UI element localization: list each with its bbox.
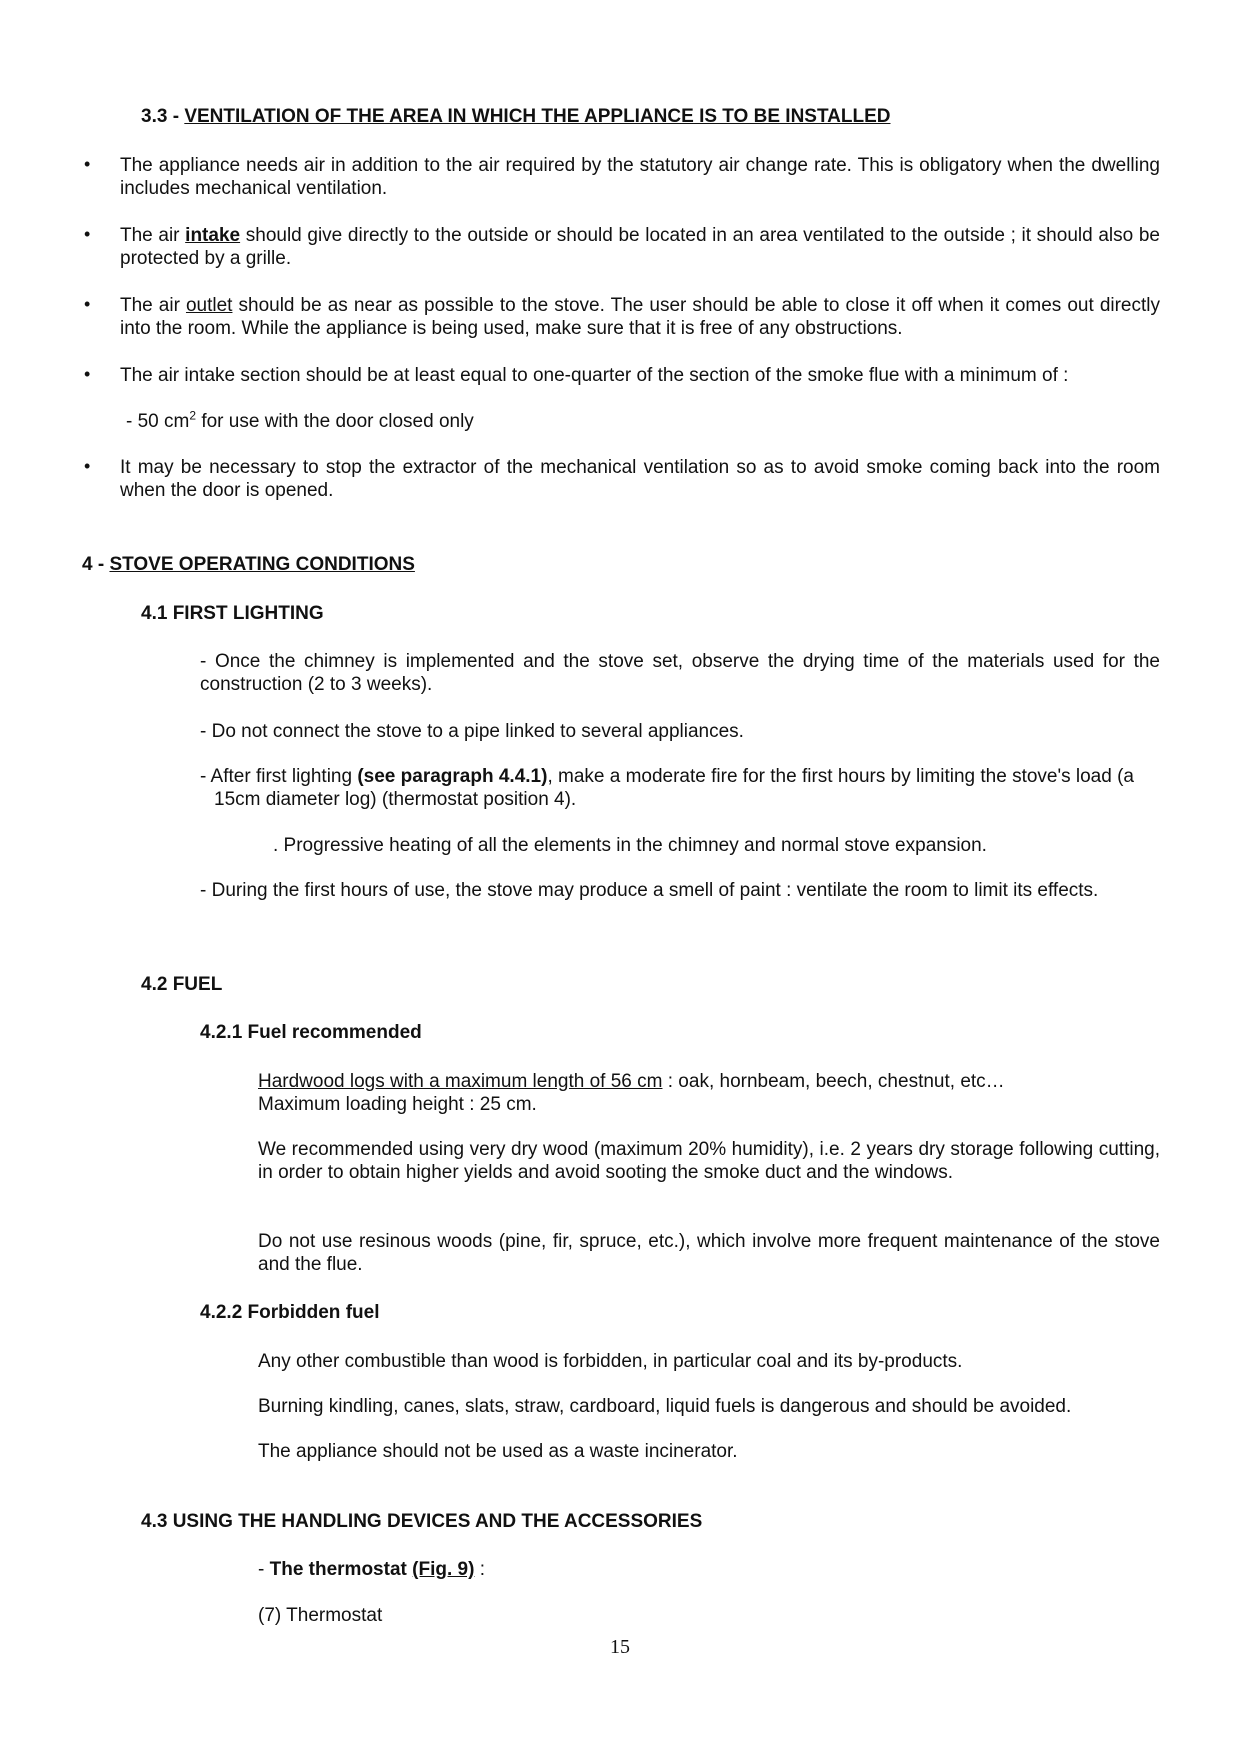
section-4-2-1-heading: 4.2.1 Fuel recommended [200,1022,422,1043]
thermostat-colon: : [474,1559,485,1580]
bullet-text-4: The air intake section should be at least equal to one-quarter of the section of the smoke flue with a minimum of : [120,365,1069,386]
forbidden-fuel-p1: Any other combustible than wood is forbidden, in particular coal and its by-products. [258,1351,963,1372]
thermostat-label: The thermostat [269,1559,413,1580]
page-number: 15 [610,1636,630,1658]
first-lighting-p3 [200,765,1174,811]
bullet-2-post: should give directly to the outside or should be located in an area ventilated to the outside ; it should also be protected by a grille. [120,225,1160,269]
fuel-recommended-p2: We recommended using very dry wood (maximum 20% humidity), i.e. 2 years dry storage following cutting, in order to obtain higher yields and avoid sooting the smoke duct and the windows. [258,1139,1160,1183]
fuel-recommended-p1-line2: Maximum loading height : 25 cm. [258,1094,537,1115]
forbidden-fuel-p2: Burning kindling, canes, slats, straw, cardboard, liquid fuels is dangerous and should be avoided. [258,1396,1072,1417]
intake-keyword: intake [185,225,241,246]
section-4-2-heading: 4.2 FUEL [141,974,223,995]
section-4-prefix: 4 - [82,554,110,575]
section-4-1-heading: 4.1 FIRST LIGHTING [141,603,324,624]
p3-post: , make a moderate fire for the first hours by limiting the stove's load (a 15cm diameter log) (thermostat position 4). [214,766,1134,810]
section-4-2-2-heading: 4.2.2 Forbidden fuel [200,1302,380,1323]
bullet-3-post: should be as near as possible to the stove. The user should be able to close it off when it comes out directly into the room. While the appliance is being used, make sure that it is free of any obstructions. [120,295,1160,339]
fuel-recommended-p3: Do not use resinous woods (pine, fir, spruce, etc.), which involve more frequent maintenance of the stove and the flue. [258,1231,1160,1275]
bullet-text-2 [120,224,1160,270]
fuel-recommended-p1 [258,1070,1158,1093]
paragraph-reference: (see paragraph 4.4.1) [357,766,548,787]
bullet-marker: • [84,456,91,476]
section-4-3-heading: 4.3 USING THE HANDLING DEVICES AND THE ACCESSORIES [141,1511,703,1532]
bullet-marker: • [84,294,91,314]
section-3-3-prefix: 3.3 - [141,106,185,127]
area-value: - 50 cm [126,411,190,432]
bullet-marker: • [84,154,91,174]
outlet-keyword: outlet [185,295,233,316]
bullet-marker: • [84,364,91,384]
section-4-title: STOVE OPERATING CONDITIONS [109,554,415,575]
first-lighting-p4: . Progressive heating of all the elements in the chimney and normal stove expansion. [273,835,987,856]
bullet-2-pre: The air [120,225,186,246]
section-3-3-title: VENTILATION OF THE AREA IN WHICH THE APPLIANCE IS TO BE INSTALLED [184,106,891,127]
bullet-text-5: It may be necessary to stop the extractor of the mechanical ventilation so as to avoid smoke coming back into the room when the door is opened. [120,457,1160,501]
area-condition: for use with the door closed only [196,411,474,432]
thermostat-number-item: (7) Thermostat [258,1605,383,1626]
bullet-3-pre: The air [120,295,186,316]
first-lighting-p5: - During the first hours of use, the stove may produce a smell of paint : ventilate the room to limit its effects. [200,880,1099,901]
first-lighting-p2: - Do not connect the stove to a pipe linked to several appliances. [200,721,744,742]
bullet-4-subitem [126,410,926,433]
area-unit-exponent: 2 [189,408,197,423]
figure-reference: (Fig. 9) [412,1559,475,1580]
thermostat-dash: - [258,1559,270,1580]
thermostat-item [258,1558,958,1581]
p3-pre: - After first lighting [200,766,358,787]
bullet-marker: • [84,224,91,244]
section-4-heading [82,553,882,576]
forbidden-fuel-p3: The appliance should not be used as a waste incinerator. [258,1441,738,1462]
wood-types: : oak, hornbeam, beech, chestnut, etc… [662,1071,1005,1092]
bullet-text-1: The appliance needs air in addition to the air required by the statutory air change rate. This is obligatory when the dwelling includes mechanical ventilation. [120,155,1160,199]
first-lighting-p1: - Once the chimney is implemented and the stove set, observe the drying time of the materials used for the construction (2 to 3 weeks). [200,651,1160,695]
log-length-spec: Hardwood logs with a maximum length of 56 cm [258,1071,663,1092]
bullet-text-3 [120,294,1160,340]
section-3-3-heading [141,105,1141,128]
